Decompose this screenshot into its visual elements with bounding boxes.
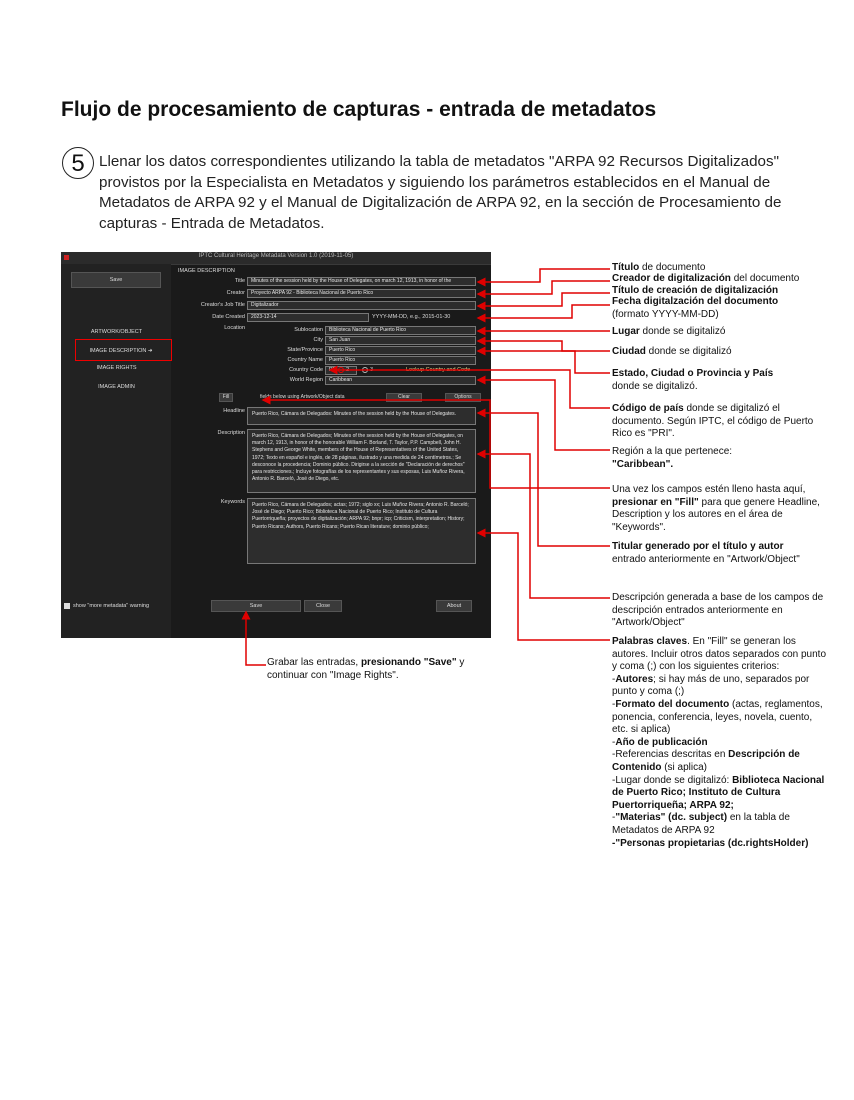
creator-job-title-field[interactable]: Digitalizador (247, 301, 476, 310)
options-button[interactable]: Options (445, 393, 481, 402)
arrow-title (478, 269, 610, 282)
creator-label: Creator (226, 290, 245, 296)
clear-button[interactable]: Clear (386, 393, 422, 402)
note-region: Región a la que pertenece: "Caribbean". (612, 446, 733, 470)
country-name-field[interactable]: Puerto Rico (325, 356, 476, 365)
arrow-region (478, 380, 610, 450)
note-job-title: Título de creación de digitalización (612, 285, 779, 296)
city-label: City (313, 337, 323, 343)
app-window-title: IPTC Cultural Heritage Metadata Version 1.0 (2019-11-05) (198, 253, 354, 259)
note-date: Fecha digitalzación del documento (formato YYYY-MM-DD) (612, 296, 779, 320)
state-province-label: State/Province (287, 347, 323, 353)
close-button[interactable]: Close (304, 600, 342, 612)
sublocation-label: Sublocation (294, 327, 323, 333)
country-code-label: Country Code (289, 367, 323, 373)
radio-3-label: 3 (370, 367, 374, 373)
note-title: Título de documento (612, 262, 706, 273)
sidebar-item-image-rights[interactable]: IMAGE RIGHTS (96, 365, 137, 371)
note-save: Grabar las entradas, presionando "Save" y continuar con "Image Rights". (267, 657, 465, 681)
note-country-code: Código de país donde se digitalizó el documento. Según IPTC, el código de Puerto Rico es "PRI". (612, 403, 814, 440)
description-label: Description (217, 430, 245, 436)
note-description: Descripción generada a base de los campos de descripción entrados anteriormente en "Artwork/Object" (612, 592, 824, 629)
state-province-field[interactable]: Puerto Rico (325, 346, 476, 355)
sublocation-field[interactable]: Biblioteca Nacional de Puerto Rico (325, 326, 476, 335)
note-location: Lugar donde se digitalizó (612, 326, 726, 337)
arrow-creator (478, 281, 610, 294)
note-creator: Creador de digitalización del documento (612, 273, 800, 284)
headline-label: Headline (223, 408, 245, 414)
world-region-label: World Region (289, 377, 323, 383)
keywords-label: Keywords (220, 499, 245, 505)
arrow-job-title (478, 293, 610, 306)
fill-button[interactable]: Fill (219, 393, 233, 402)
arrow-headline (478, 413, 610, 546)
description-field[interactable]: Puerto Rico, Cámara de Delegados; Minutes of the session held by the House of Delegates, on march 12, 1913, in honor of the honorable William F. Borland, T. Taylor, P.P. Campbell, John H. Stephens and George White, members of the House of Representatives of the United States, 1972; Texto en español e inglés, de 28 páginas, ilustrado y una medida de 24 centímetros.; Se desconoce la procedencia; Dominio público. Dirigirse a la sección de "Declaración de derechos" para restricciones.; Incluye fotografías de los representantes y sus esposas, Luis Muñoz Rivera, Antonio R. Barceló, José de Diego, etc. (247, 429, 476, 493)
note-city: Ciudad donde se digitalizó (612, 346, 732, 357)
arrow-description (478, 454, 610, 598)
sidebar-save-button[interactable]: Save (71, 272, 161, 288)
keywords-field[interactable]: Puerto Rico, Cámara de Delegados; actas; 1972; siglo xx; Luis Muñoz Rivera; Antonio R. Barceló; José de Diego; Puerto Rico; Biblioteca Nacional de Puerto Rico; Instituto de Cultura Puertorriqueña; proyectos de digitalización; ARPA 92; bnpr; icp; Criticism, interpretation; History; Puerto Ricans; Authors, Puerto Ricans; Puerto Rican literature; dominio público; (247, 498, 476, 564)
step-number-badge: 5 (62, 147, 94, 179)
note-keywords: Palabras claves. En "Fill" se generan los autores. Incluir otros datos separados con punto y coma (;) con los siguientes criterios: -Autores; si hay más de uno, separados por punto y coma (;) -Formato del documento (actas, reglamentos, ponencia, conferencia, leyes, novela, cuento, etc. si aplica) -Año de publicación -Referencias descritas en Descripción de Contenido (si aplica) -Lugar donde se digitalizó: Biblioteca Nacional de Puerto Rico; Instituto de Cultura Puertorriqueña; ARPA 92; -"Materias" (dc. subject) en la tabla de Metadatos de ARPA 92 -"Personas propietarias (dc.rightsHolder) (612, 636, 827, 849)
note-headline: Titular generado por el título y autor entrado anteriormente en "Artwork/Object" (612, 541, 800, 565)
note-state: Estado, Ciudad o Provincia y País donde se digitalizó. (612, 368, 774, 392)
arrow-date (478, 305, 610, 318)
radio-2-label: 2 (346, 367, 350, 373)
arrow-fill (263, 400, 610, 488)
about-button[interactable]: About (436, 600, 472, 612)
sidebar-item-image-admin[interactable]: IMAGE ADMIN (98, 384, 135, 390)
title-field[interactable]: Minutes of the session held by the House of Delegates, on march 12, 1913, in honor of the (247, 277, 476, 286)
location-label: Location (224, 325, 245, 331)
date-created-label: Date Created (212, 314, 245, 320)
creator-field[interactable]: Proyecto ARPA 92 - Biblioteca Nacional de Puerto Rico (247, 289, 476, 298)
arrow-country-code (330, 370, 610, 408)
step-instructions: Llenar los datos correspondientes utilizando la tabla de metadatos "ARPA 92 Recursos Digitalizados" provistos por la Especialista en Metadatos y siguiendo los parámetros establecidos en el Manual de Metadatos de ARPA 92 y el Manual de Digitalización de ARPA 92, en la sección de Procesamiento de capturas - Entrada de Metadatos. (99, 153, 782, 232)
country-name-label: Country Name (287, 357, 323, 363)
world-region-field[interactable]: Caribbean (325, 376, 476, 385)
note-fill: Una vez los campos estén lleno hasta aquí, presionar en "Fill" para que genere Headline, Description y los autores en el área de "Keywords". (612, 484, 820, 533)
arrow-keywords (478, 533, 610, 640)
country-code-field[interactable]: PRI (325, 366, 357, 375)
date-created-field[interactable]: 2023-12-14 (247, 313, 369, 322)
arrow-save (246, 612, 266, 665)
creator-job-title-label: Creator's Job Title (200, 302, 245, 308)
fill-description: fields below using Artwork/Object data (260, 394, 345, 400)
sidebar-item-artwork-object[interactable]: ARTWORK/OBJECT (90, 329, 143, 335)
section-title: IMAGE DESCRIPTION (178, 268, 235, 274)
headline-field[interactable]: Puerto Rico, Cámara de Delegados: Minutes of the session held by the House of Delegates. (247, 407, 476, 425)
title-label: Title (234, 278, 245, 284)
lookup-country-link[interactable]: Lookup Country and Code (406, 367, 471, 373)
sidebar-item-image-description[interactable]: IMAGE DESCRIPTION ➜ (89, 348, 153, 354)
page-title: Flujo de procesamiento de capturas - entrada de metadatos (61, 98, 657, 121)
city-field[interactable]: San Juan (325, 336, 476, 345)
date-format-hint: YYYY-MM-DD, e.g., 2015-01-30 (372, 314, 451, 320)
arrow-city (478, 341, 610, 351)
save-button[interactable]: Save (211, 600, 301, 612)
warning-checkbox-label: show "more metadata" warning (73, 603, 150, 609)
